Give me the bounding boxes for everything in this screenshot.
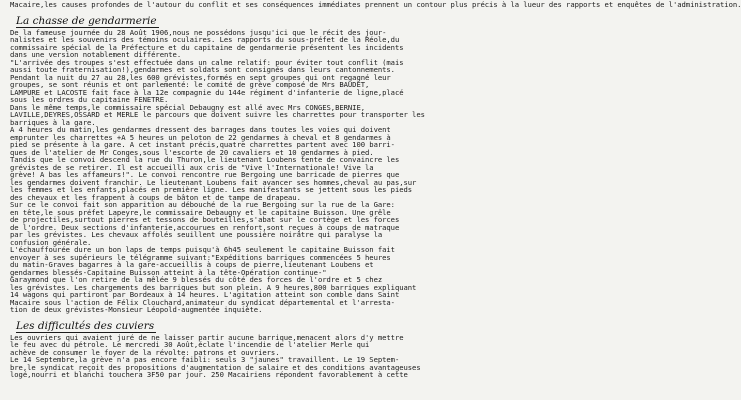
text-line: de projectiles,surtout pierres et tessons de bouteilles,s'abat sur le cortège et les forces: [10, 215, 400, 224]
text-line: du matin-Graves bagarres à la gare-accueillis à coups de pierre,lieutenant Loubens et: [10, 260, 374, 269]
text-line: bre,le syndicat reçoit des propositions d'augmentation de salaire et des conditions avantageuses: [10, 362, 421, 372]
text-line: emprunter les charrettes +A 5 heures un peloton de 22 gendarmes à cheval et 8 gendarmes à: [10, 132, 391, 142]
text-line: grévistes de se retirer. Il est accueilli aux cris de "Vive l'Internationale! Vive la: [10, 162, 374, 172]
section-chasse: [10, 9, 425, 314]
text-line: Pendant la nuit du 27 au 28,les 600 grévistes,formés en sept groupes qui ont regagné leur: [10, 72, 391, 82]
text-line: pied se présente à la gare. A cet instant précis,quatre charrettes partent avec 100 barri-: [10, 140, 395, 149]
text-line: A 4 heures du matin,les gendarmes dressent des barrages dans toutes les voies qui doivent: [10, 125, 391, 134]
text-line: tion de deux grévistes-Monsieur Léopold-augmentée inquiète.: [10, 305, 263, 314]
section-body-chasse: [10, 27, 425, 314]
text-line: ques de l'atelier de Mr Conges,sous l'escorte de 20 cavaliers et 10 gendarmes à pied.: [10, 147, 374, 157]
text-line: le feu avec du pétrole. Le mercredi 30 Août,éclate l'incendie de l'atelier Merle qui: [10, 340, 370, 349]
section-heading-chasse: La chasse de gendarmerie: [16, 14, 157, 27]
text-line: sous les ordres du capitaine FENETRE.: [10, 95, 169, 104]
text-line: commissaire spécial de la Préfecture et du capitaine de gendarmerie présentent les incidents: [10, 42, 404, 52]
text-line: De la fameuse journée du 28 Août 1906,nous ne possédons jusqu'ici que le récit des jour-: [10, 27, 387, 37]
text-line: de l'ordre. Deux sections d'infanterie,accourues en renfort,sont reçues à coups de matraque: [10, 222, 400, 232]
text-line: les grévistes. Les chargements des barriques but son plein. A 9 heures,800 barriques expliquant: [10, 282, 417, 292]
text-line: les femmes et les enfants,placés en première ligne. Les manifestants se jettent sous les pieds: [10, 185, 413, 194]
text-line: LAMPURE et LACOSTE fait face à la 12e compagnie du 144e régiment d'infanterie de ligne,placé: [10, 87, 404, 97]
text-line: Macaire sous l'action de Félix Clouchard,animateur du syndicat départemental et l'arresta-: [10, 297, 395, 307]
text-line: nalistes et les souvenirs des témoins oculaires. Les rapports du sous-préfet de la Réole,du: [10, 35, 400, 44]
text-line: Dans le même temps,le commissaire spécial Debaugny est allé avec Mrs CONGES,BERNIE,: [10, 102, 366, 112]
text-line: L'échauffourée dure un bon laps de temps puisqu'à 6h45 seulement le capitaine Buisson fait: [10, 245, 395, 254]
text-line: Les ouvriers qui avaient juré de ne laisser partir aucune barrique,menacent alors d'y mettre: [10, 332, 404, 342]
text-line: 14 wagons qui partiront par Bordeaux à 14 heures. L'agitation atteint son comble dans Saint: [10, 290, 400, 299]
text-line: les gendarmes doivent franchir. Le lieutenant Loubens fait avancer ses hommes,cheval au pas,sur: [10, 177, 417, 187]
text-line: barriques à la gare.: [10, 117, 96, 127]
text-line: groupes, se sont réunis et ont parlementé: le comité de grève composé de Mrs BAUDET,: [10, 80, 370, 89]
text-line: en tête,le sous préfet Lapeyre,le commissaire Debaugny et le capitaine Buisson. Une grêle: [10, 207, 391, 217]
section-body-cuviers: [10, 332, 421, 379]
intro-text: Macaire,les causes profondes de l'autour du conflit et ses conséquences immédiates prennent un contour plus précis à la lueur des rapports et enquêtes de l'administration.: [10, 0, 741, 9]
text-line: LAVILLE,DEYRES,OSSARD et MERLE le parcours que doivent suivre les charrettes pour transporter les: [10, 110, 425, 119]
text-line: dans une version notablement différente.: [10, 50, 182, 59]
text-line: grève! A bas les affameurs!". Le convoi rencontre rue Bergoing une barricade de pierres que: [10, 170, 400, 179]
text-line: Tandis que le convoi descend la rue du Thuron,le lieutenant Loubens tente de convaincre les: [10, 155, 400, 164]
text-line: aussi toute fraternisation!),gendarmes et soldats sont consignés dans leurs cantonnements.: [10, 65, 395, 74]
section-cuviers: [10, 314, 421, 379]
text-line: confusion générale.: [10, 237, 92, 247]
text-line: logé,nourri et blanchi touchera 3F50 par jour. 250 Macairiens répondent favorablement à cette: [10, 370, 408, 379]
text-line: gendarmes blessés-Capitaine Buisson atteint à la tête-Opération continue-": [10, 267, 327, 277]
text-line: achève de consumer le foyer de la révolte: patrons et ouvriers.: [10, 347, 280, 357]
text-line: par les grévistes. Les chevaux affolés seuillent une poussière noirâtre qui paralyse la: [10, 230, 383, 239]
section-heading-cuviers: Les difficultés des cuviers: [16, 319, 155, 332]
text-line: Sur ce le convoi fait son apparition au débouché de la rue Bergoing sur la rue de la Gare:: [10, 200, 395, 209]
text-line: envoyer à ses supérieurs le télégramme suivant:"Expéditions barriques commencées 5 heures: [10, 252, 391, 262]
text-line: "L'arrivée des troupes s'est effectuée dans un calme relatif: pour éviter tout conflit (mais: [10, 57, 404, 67]
text-line: Le 14 Septembre,la grève n'a pas encore faibli: seuls 3 "jaunes" travaillent. Le 19 Septem-: [10, 355, 400, 364]
text-line: Garaymond que l'on retire de la mêlée 9 blessés du côté des forces de l'ordre et 5 chez: [10, 275, 383, 284]
text-line: des chevaux et les frappent à coups de bâton et de tampe de drapeau.: [10, 192, 301, 202]
